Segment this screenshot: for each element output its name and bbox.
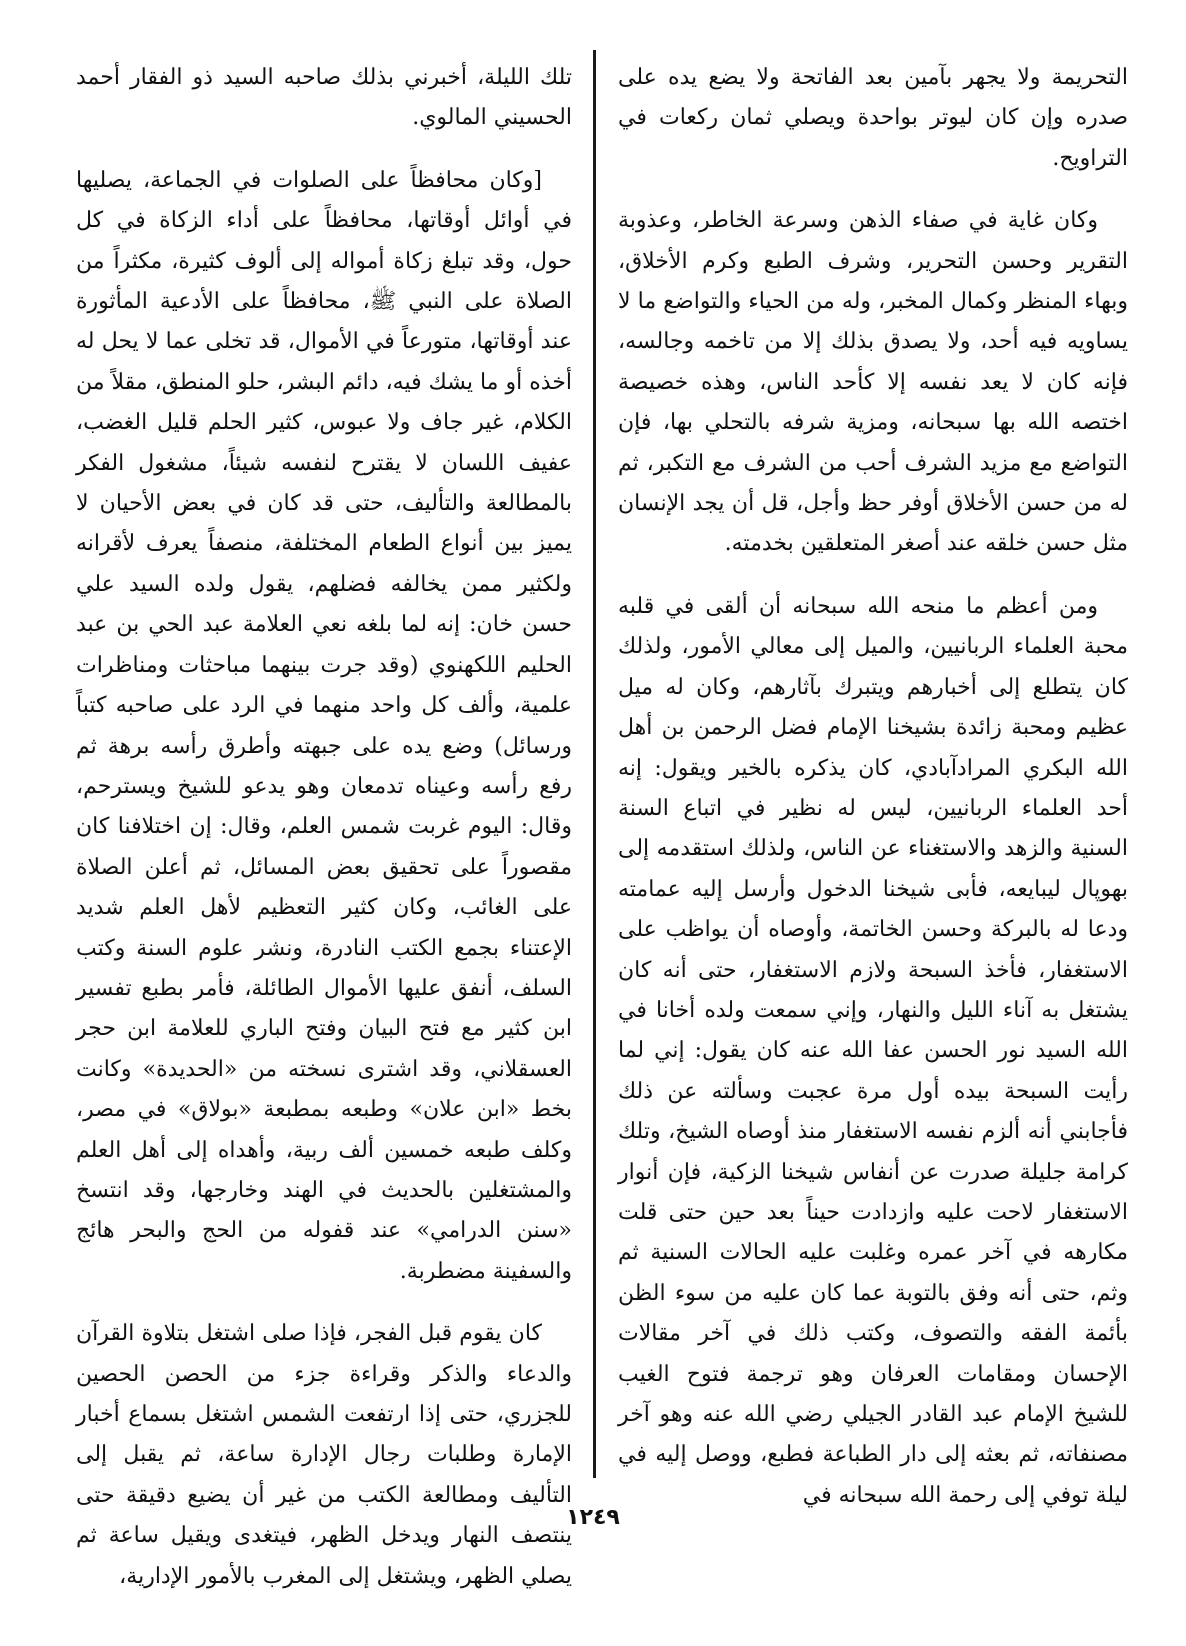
right-paragraph-1: التحريمة ولا يجهر بآمين بعد الفاتحة ولا يضع يده على صدره وإن كان ليوتر بواحدة ويصلي ثمان ركعات في التراويح. [618, 65, 1128, 171]
left-paragraph-3: كان يقوم قبل الفجر، فإذا صلى اشتغل بتلاوة القرآن والدعاء والذكر وقراءة جزء من الحصن الحصين للجزري، حتى إذا ارتفعت الشمس اشتغل بسماع أخبار الإمارة وطلبات رجال الإدارة ساعة، ثم يقبل إلى التأليف ومطالعة الكتب من غير أن يضيع دقيقة حتى ينتصف النهار ويدخل الظهر، فيتغدى ويقيل ساعة ثم يصلي الظهر، ويشتغل إلى المغرب بالأمور الإدارية، [76, 1321, 572, 1589]
column-divider [593, 50, 596, 1478]
left-paragraph-2: [وكان محافظاً على الصلوات في الجماعة، يصليها في أوائل أوقاتها، محافظاً على أداء الزكاة في كل حول، وقد تبلغ زكاة أمواله إلى ألوف كثيرة، مكثراً من الصلاة على النبي ﷺ، محافظاً على الأدعية المأثورة عند أوقاتها، متورعاً في الأموال، قد تخلى عما لا يحل له أخذه أو ما يشك فيه، دائم البشر، حلو المنطق، مقلاً من الكلام، غير جاف ولا عبوس، كثير الحلم قليل الغضب، عفيف اللسان لا يقترح لنفسه شيئاً، مشغول الفكر بالمطالعة والتأليف، حتى قد كان في بعض الأحيان لا يميز بين أنواع الطعام المختلفة، منصفاً يعرف لأقرانه ولكثير ممن يخالفه فضلهم، يقول ولده السيد علي حسن خان: إنه لما بلغه نعي العلامة عبد الحي بن عبد الحليم اللكهنوي (وقد جرت بينهما مباحثات ومناظرات علمية، وألف كل واحد منهما في الرد على صاحبه كتباً ورسائل) وضع يده على جبهته وأطرق رأسه برهة ثم رفع رأسه وعيناه تدمعان وهو يدعو للشيخ ويسترحم، وقال: اليوم غربت شمس العلم، وقال: إن اختلافنا كان مقصوراً على تحقيق بعض المسائل، ثم أعلن الصلاة على الغائب، وكان كثير التعظيم لأهل العلم شديد الإعتناء بجمع الكتب النادرة، ونشر علوم السنة وكتب السلف، أنفق عليها الأموال الطائلة، فأمر بطبع تفسير ابن كثير مع فتح البيان وفتح الباري للعلامة ابن حجر العسقلاني، وقد اشترى نسخته من «الحديدة» وكانت بخط «ابن علان» وطبعه بمطبعة «بولاق» في مصر، وكلف طبعه خمسين ألف ربية، وأهداه إلى أهل العلم والمشتغلين بالحديث في الهند وخارجها، وقد انتسخ «سنن الدرامي» عند قفوله من الحج والبحر هائج والسفينة مضطربة. [76, 167, 572, 1284]
right-paragraph-3: ومن أعظم ما منحه الله سبحانه أن ألقى في قلبه محبة العلماء الربانيين، والميل إلى معالي الأمور، ولذلك كان يتطلع إلى أخبارهم ويتبرك بآثارهم، وكان له ميل عظيم ومحبة زائدة بشيخنا الإمام فضل الرحمن بن أهل الله البكري المرادآبادي، كان يذكره بالخير ويقول: إنه أحد العلماء الربانيين، ليس له نظير في اتباع السنة السنية والزهد والاستغناء عن الناس، ولذلك استقدمه إلى بهوپال ليبايعه، فأبى شيخنا الدخول وأرسل إليه عمامته ودعا له بالبركة وحسن الخاتمة، وأوصاه أن يواظب على الاستغفار، فأخذ السبحة ولازم الاستغفار، حتى أنه كان يشتغل به آناء الليل والنهار، وإني سمعت ولده أخانا في الله السيد نور الحسن عفا الله عنه كان يقول: إني لما رأيت السبحة بيده أول مرة عجبت وسألته عن ذلك فأجابني أنه ألزم نفسه الاستغفار منذ أوصاه الشيخ، وتلك كرامة جليلة صدرت عن أنفاس شيخنا الزكية، فإن أنوار الاستغفار لاحت عليه وازدادت حيناً بعد حين حتى قلت مكارهه في آخر عمره وغلبت عليه الحالات السنية ثم وثم، حتى أنه وفق بالتوبة عما كان عليه من سوء الظن بأئمة الفقه والتصوف، وكتب ذلك في آخر مقالات الإحسان ومقامات العرفان وهو ترجمة فتوح الغيب للشيخ الإمام عبد القادر الجيلي رضي الله عنه وهو آخر مصنفاته، ثم بعثه إلى دار الطباعة فطبع، ووصل إليه في ليلة توفي إلى رحمة الله سبحانه في [618, 593, 1128, 1508]
page-number: ١٢٤٩ [566, 1505, 620, 1530]
left-paragraph-1: تلك الليلة، أخبرني بذلك صاحبه السيد ذو الفقار أحمد الحسيني المالوي. [76, 65, 572, 131]
right-text-column [618, 58, 1128, 1516]
left-text-column [76, 58, 572, 1597]
right-paragraph-2: وكان غاية في صفاء الذهن وسرعة الخاطر، وعذوبة التقرير وحسن التحرير، وشرف الطبع وكرم الأخلاق، وبهاء المنظر وكمال المخبر، وله من الحياء والتواضع ما لا يساويه فيه أحد، ولا يصدق بذلك إلا من تاخمه وجالسه، فإنه كان لا يعد نفسه إلا كأحد الناس، وهذه خصيصة اختصه الله بها سبحانه، ومزية شرفه بالتحلي بها، فإن التواضع مع مزيد الشرف أحب من الشرف مع التكبر، ثم له من حسن الأخلاق أوفر حظ وأجل، قل أن يجد الإنسان مثل حسن خلقه عند أصغر المتعلقين بخدمته. [618, 208, 1128, 557]
